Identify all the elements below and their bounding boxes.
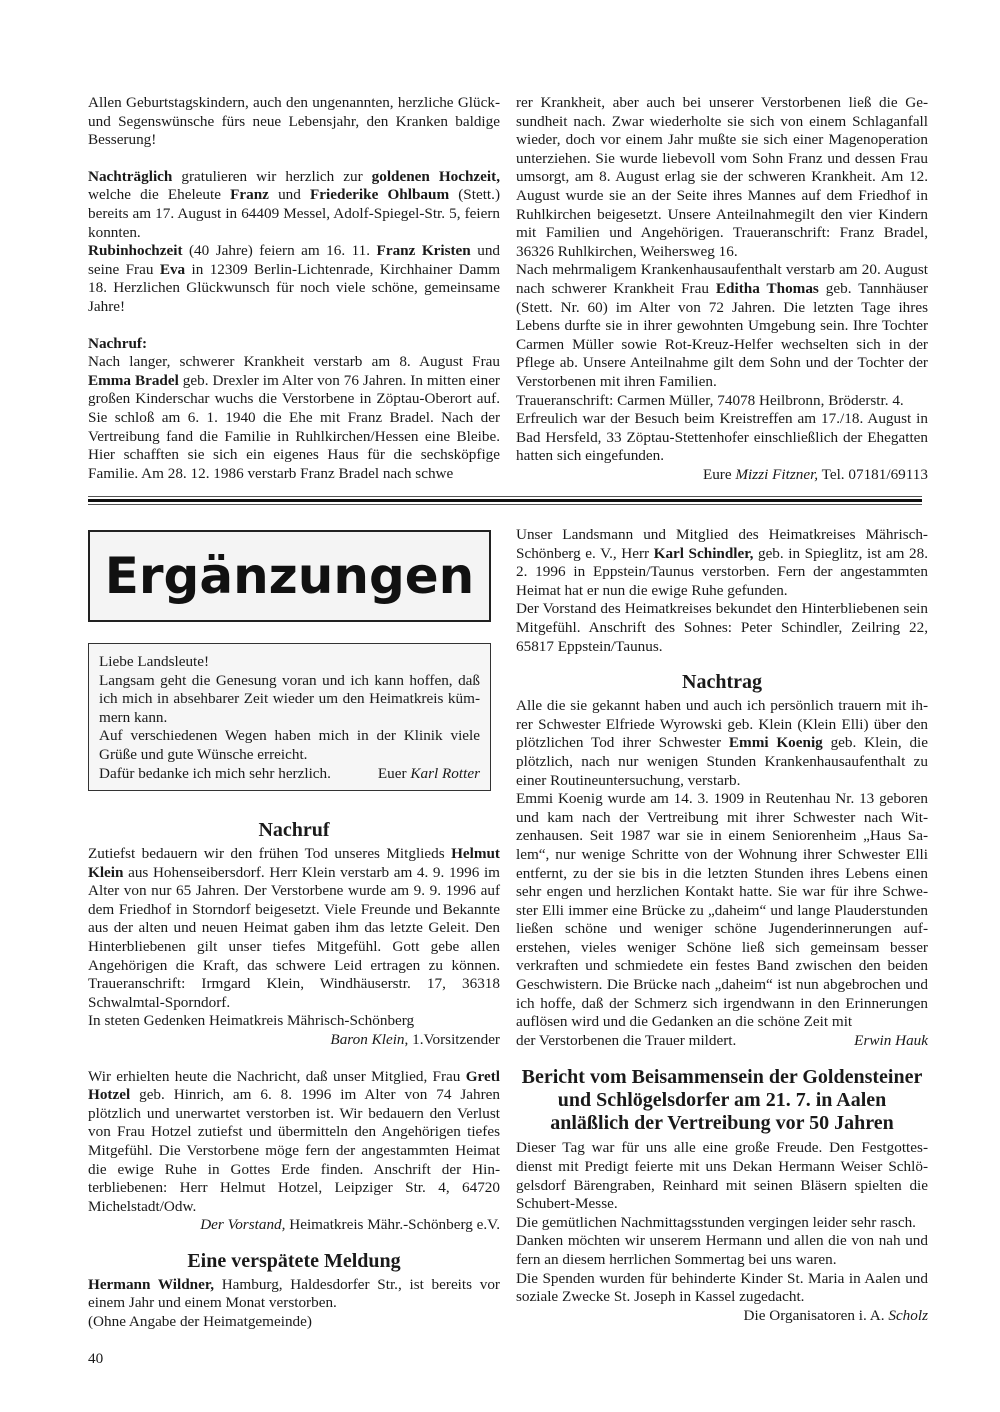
late-report-text bbox=[88, 1276, 500, 1313]
thomas-address: Traueranschrift: Carmen Müller, 74078 Heilbronn, Bröderstr. 4. bbox=[516, 391, 904, 409]
obituary-heading bbox=[88, 335, 500, 354]
text: Nach mehrmaligem Krankenhausaufenthalt verstarb am 20. August nach schwerer Krankheit Frau bbox=[516, 261, 928, 297]
bottom-right-column bbox=[516, 526, 928, 1325]
schindler-condolence: Der Vorstand des Heimatkreises bekundet den Hinterbliebenen sein Mitgefühl. Anschrift des Sohnes: Peter Schindler, Zeilring 22, 65817 Eppstein/Taunus. bbox=[516, 600, 928, 655]
bold-text: Eva bbox=[159, 260, 186, 278]
bold-text: Hermann Wildner, bbox=[88, 1275, 214, 1293]
text: Alle die sie gekannt haben und auch ich persönlich trauern mit ihrer Schwester Elfriede Wyrowski geb. Klein (Klein Elli) über den plötzlichen Tod ihrer Schwester bbox=[516, 697, 928, 752]
text: und bbox=[268, 186, 311, 204]
signature-scholz bbox=[516, 1307, 928, 1326]
late-report-heading: Eine verspätete Meldung bbox=[187, 1249, 401, 1272]
text: Wir erhielten heute die Nachricht, daß unser Mitglied, Frau bbox=[88, 1067, 466, 1085]
bold-text: Rubinhochzeit bbox=[88, 242, 183, 260]
ruby-wedding-notice bbox=[88, 242, 500, 316]
text: , 1.Vorsitzender bbox=[404, 1030, 500, 1048]
top-left-column bbox=[88, 94, 500, 483]
obituary-bradel-continued: rer Krankheit, aber auch bei unserer Verstorbenen ließ die Gesundheit nach. Zwar wiederholte sie sich von einem Schlaganfall wieder, doch vor einem Jahr mußte sie sich einer Magenoperation unterziehen. Sie wurde liebevoll vom Sohn Franz und dessen Frau umsorgt, am 8. August erlag sie der schweren Krankheit. Am 12. August wurde sie an der Seite ihres Mannes auf dem Friedhof in Ruhlkirchen beigesetzt. Unsere Anteilnahmegilt den vier Kindern mit Familien und Angehörigen. Traueranschrift: Franz Bradel, 36326 Ruhlkirchen, Weihersweg 16. bbox=[516, 94, 928, 260]
nachtrag-paragraph: Emmi Koenig wurde am 14. 3. 1909 in Reutenhau Nr. 13 geboren und kam nach der Vertreibung mit ihrer Schwester nach Witzenhausen. Seit 1987 war sie in einem Seniorenheim „Haus Salem“, nur wenige Schritte von der Wohnung ihrer Schwester Elli entfernt, zu der sie bis in die letzten Stunden ihres Lebens einen sehr engen und herzlichen Kontakt hatte. Sie war für ihre Schwester Elli immer eine Brücke zu „daheim“ und lange Plauderstunden ließen schöne und weniger schöne Jugenderinnerungen auferstehen, vieles weniger Schöne ließ sich gemeinsam besser verkraften und schmiedete ein festes Band zwischen den beiden Geschwistern. Die Brücke nach „daheim“ ist nun abgebrochen und ich hoffe, daß der Schmerz sich irgendwann in den Erinnerungen auflösen wird und die Gedanken an die schöne Zeit mit bbox=[516, 790, 928, 1031]
obituary-klein bbox=[88, 845, 500, 1012]
signature-fitzner bbox=[516, 466, 928, 485]
letter-box bbox=[88, 643, 491, 791]
nachtrag-heading: Nachtrag bbox=[682, 671, 762, 694]
bold-text: Franz bbox=[230, 186, 269, 204]
bericht-paragraph: Die Spenden wurden für behinderte Kinder St. Maria in Aalen und soziale Zwecke St. Joseph in Kassel zugedacht. bbox=[516, 1269, 928, 1306]
nachtrag-closing-line bbox=[516, 1032, 928, 1051]
section-divider bbox=[88, 496, 922, 504]
section-title: Ergänzungen bbox=[104, 547, 475, 605]
bericht-paragraph: Dieser Tag war für uns alle eine große Freude. Den Festgottesdienst mit Predigt feierte mit uns Dekan Hermann Weiser Schlögelsdorf Bärengraben, Reinhard mit seinen Bläsern spielten die Schubert-Messe. bbox=[516, 1139, 928, 1213]
italic-name: Scholz bbox=[888, 1306, 928, 1324]
golden-wedding-notice bbox=[88, 168, 500, 242]
text: geb. Tannhäuser (Stett. Nr. 60) im Alter von 72 Jahren. Die letzten Tage ihres Lebens durfte sie in ihrer gewohnten Umgebung sein. Ihre Tochter Carmen Müller sowie Rot-Kreuz-Helfer wechselten sich in der Pflege ab. Unsere Anteilnahme gilt dem Sohn und der Tochter der Verstorbenen mit ihren Familien. bbox=[516, 279, 929, 390]
text: geb. Drexler im Alter von 76 Jahren. In mitten einer großen Kinderschar wuchs die Verstorbene in Zöptau-Oberort auf. Sie schloß am 6. 1. 1940 die Ehe mit Franz Bradel. Nach der Vertreibung fand die Familie in Ruhlkirchen/Hessen eine Bleibe. Hier schafften sie sich ein eigenes Haus für die sechsköpfige Familie. Am 28. 12. 1986 verstarb Franz Bradel nach schwe bbox=[88, 371, 500, 482]
kreistreffen-report: Erfreulich war der Besuch beim Kreistreffen am 17./18. August in Bad Hersfeld, 33 Zöptau-Stettenhofer einschließlich der Ehegatten hatten sich eingefunden. bbox=[516, 410, 928, 465]
bold-text: Nachträglich bbox=[88, 167, 173, 185]
late-report-note: (Ohne Angabe der Heimatgemeinde) bbox=[88, 1313, 312, 1331]
birthday-greeting: Allen Geburtstagskindern, auch den ungenannten, herzliche Glück- und Segenswünsche fürs neue Lebensjahr, den Kranken baldige Besserung! bbox=[88, 94, 500, 149]
text: der Verstorbenen die Trauer mildert. bbox=[516, 1031, 737, 1049]
text: Heimatkreis Mähr.-Schönberg e.V. bbox=[285, 1216, 500, 1234]
bericht-heading: Bericht vom Beisammensein der Goldensteiner und Schlögelsdorfer am 21. 7. in Aalen anläßlich der Vertreibung vor 50 Jahren bbox=[521, 1066, 923, 1135]
text: gratulieren wir herzlich zur bbox=[172, 167, 372, 185]
bold-text: Franz Kristen bbox=[376, 242, 471, 260]
text: Euer bbox=[377, 764, 411, 782]
bold-text: goldenen Hochzeit, bbox=[371, 167, 500, 185]
text: geb. in Spieglitz, ist am 28. 2. 1996 in Eppstein/Taunus verstorben. Fern der angestammten Heimat hat er nun die ewige Ruhe gefunden. bbox=[516, 544, 928, 599]
text: Tel. 07181/69113 bbox=[818, 465, 928, 483]
bottom-left-column bbox=[88, 818, 500, 1332]
text: in 12309 Berlin-Lichtenrade, Kirchhainer Damm 18. Herzlichen Glückwunsch für noch viele schöne, gemeinsame Jahre! bbox=[88, 260, 501, 315]
bold-text: Editha Thomas bbox=[715, 279, 819, 297]
letter-signature bbox=[378, 765, 480, 784]
italic-name: Erwin Hauk bbox=[854, 1031, 928, 1049]
letter-closing-line bbox=[99, 765, 480, 784]
memorial-line: In steten Gedenken Heimatkreis Mährisch-Schönberg bbox=[88, 1012, 415, 1030]
italic-name: Baron Klein bbox=[330, 1030, 405, 1048]
bold-text: Karl Schindler, bbox=[653, 544, 754, 562]
top-right-column bbox=[516, 94, 928, 484]
italic-name: Karl Rotter bbox=[410, 764, 480, 782]
obituary-thomas bbox=[516, 261, 928, 391]
bold-text: Friederike Ohlbaum bbox=[310, 186, 450, 204]
bold-text: Gretl Hotzel bbox=[88, 1067, 500, 1104]
text: geb. Klein, die plötzlich, nach nur wenigen Stunden Krankenhausaufenthalt zu einer Routineuntersuchung, verstarb. bbox=[516, 734, 929, 789]
nachtrag-paragraph bbox=[516, 697, 928, 790]
text: Die Organisatoren i. A. bbox=[743, 1306, 889, 1324]
italic-name: Mizzi Fitzner, bbox=[735, 465, 819, 483]
bold-text: Emma Bradel bbox=[88, 371, 179, 389]
text: Hamburg, Haldesdorfer Str., ist bereits vor einem Jahr und einem Monat verstorben. bbox=[88, 1275, 500, 1312]
text: Nach langer, schwerer Krankheit verstarb am 8. August Frau bbox=[88, 353, 500, 371]
letter-closing: Dafür bedanke ich mich sehr herzlich. bbox=[99, 764, 331, 782]
text: welche die Eheleute bbox=[88, 186, 231, 204]
bericht-paragraph: Danken möchten wir unserem Hermann und allen die von nah und fern an diesem herrlichen Sommertag bei uns waren. bbox=[516, 1232, 928, 1268]
letter-paragraph: Auf verschiedenen Wegen haben mich in der Klinik viele Grüße und gute Wünsche erreicht. bbox=[99, 727, 480, 763]
signature-vorstand bbox=[88, 1216, 500, 1235]
obituary-bradel bbox=[88, 353, 500, 483]
signature-klein bbox=[88, 1031, 500, 1050]
text: Unser Landsmann und Mitglied des Heimatkreises Mährisch-Schönberg e. V., Herr bbox=[516, 526, 928, 562]
nachruf-heading: Nachruf bbox=[258, 819, 330, 841]
italic-name: Der Vorstand, bbox=[200, 1216, 286, 1234]
letter-paragraph: Langsam geht die Genesung voran und ich kann hoffen, daß ich mich in absehbarer Zeit wieder um den Heimatkreis kümmern kann. bbox=[99, 671, 480, 726]
page-number: 40 bbox=[88, 1350, 104, 1367]
text: Zutiefst bedauern wir den frühen Tod unseres Mitglieds bbox=[88, 845, 452, 862]
text: und seine Frau bbox=[88, 242, 501, 278]
letter-greeting: Liebe Landsleute! bbox=[99, 653, 210, 670]
text: aus Hohenseibersdorf. Herr Klein verstarb am 4. 9. 1996 im Alter von nur 65 Jahren. Der Verstorbene wurde am 9. 9. 1996 auf dem Friedhof in Storndorf beigesetzt. Viele Freunde und Bekannte aus der alten und neuen Heimat gaben ihm das letzte Geleit. Den Hinterbliebenen gilt unser tiefes Mitgefühl. Gott gebe allen Angehörigen die Kraft, das schwere Leid ertragen zu können. Traueranschrift: Irmgard Klein, Windhäuserstr. 17, 36318 Schwalmtal-Sporndorf. bbox=[88, 863, 500, 1011]
bold-text: Emmi Koenig bbox=[728, 734, 823, 752]
section-title-box bbox=[88, 530, 491, 622]
bericht-paragraph: Die gemütlichen Nachmittagsstunden vergingen leider sehr rasch. bbox=[516, 1213, 916, 1231]
text: (40 Jahre) feiern am 16. 11. bbox=[182, 242, 377, 260]
text: Eure bbox=[702, 465, 736, 483]
text: (Stett.) bereits am 17. August in 64409 Messel, Adolf-Spiegel-Str. 5, feiern konnten. bbox=[88, 186, 500, 241]
bold-text: Nachruf: bbox=[88, 334, 148, 352]
obituary-schindler bbox=[516, 526, 928, 600]
text: geb. Hinrich, am 6. 8. 1996 im Alter von 74 Jahren plötzlich und unerwartet verstorben ist. Wir bedauern den Verlust von Frau Hotzel zutiefst und übermitteln den Angehörigen tiefes Mitgefühl. Die Verstorbene möge fern der angestammten Heimat die ewige Ruhe in Gottes Erde finden. Anschrift der Hinterbliebenen: Herr Helmut Hotzel, Leipziger Str. 4, 64720 Michelstadt/Odw. bbox=[88, 1086, 500, 1215]
bold-text: Helmut Klein bbox=[88, 845, 500, 881]
obituary-hotzel bbox=[88, 1068, 500, 1217]
